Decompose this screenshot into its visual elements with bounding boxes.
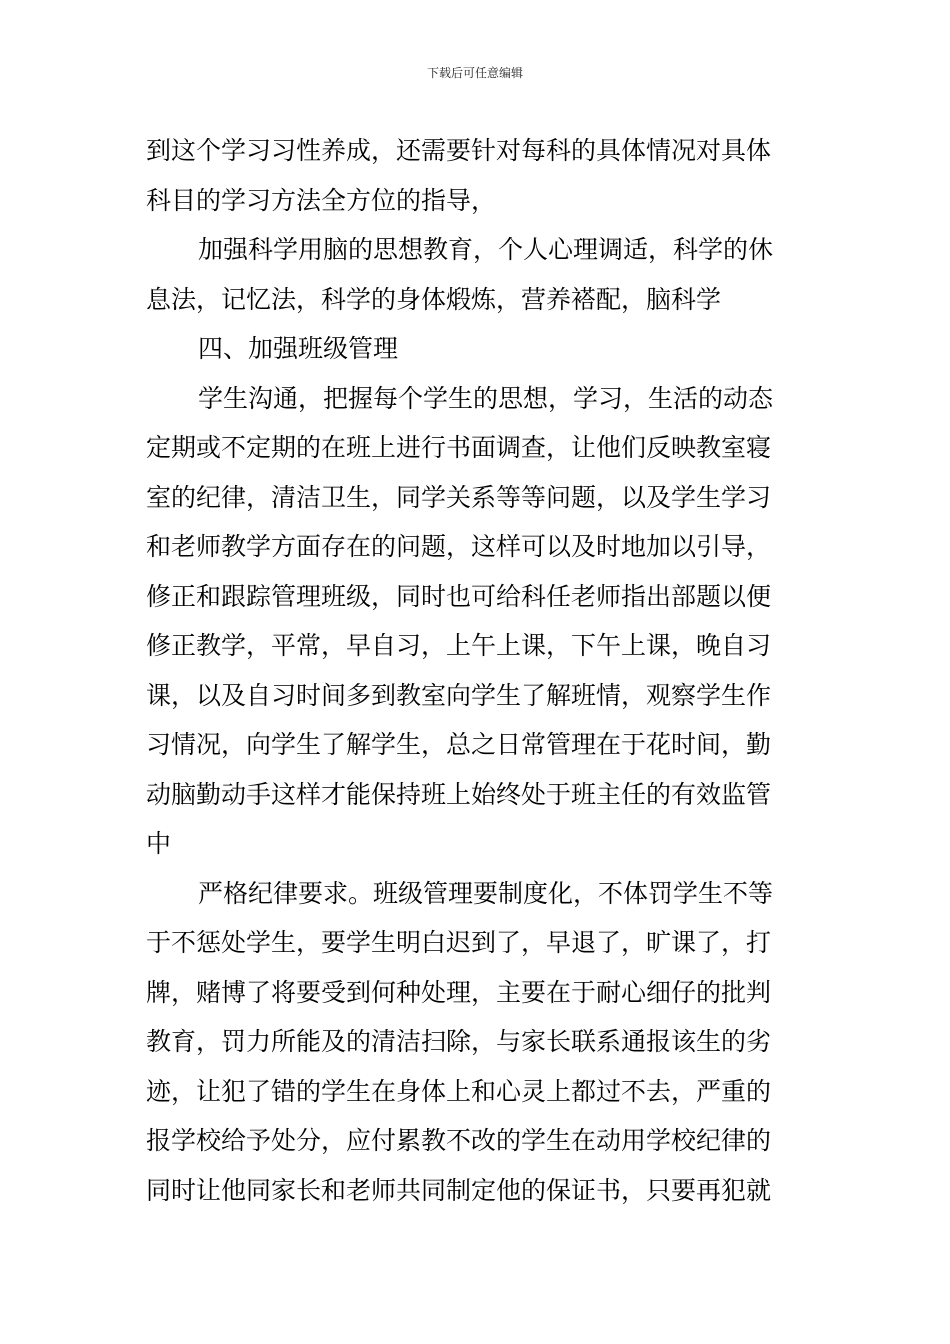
text-line: 动脑勤动手这样才能保持班上始终处于班主任的有效监管 xyxy=(146,779,772,809)
text-line: 课，以及自习时间多到教室向学生了解班情，观察学生作 xyxy=(146,680,772,710)
text-line: 牌，赌博了将要受到何种处理，主要在于耐心细仔的批判 xyxy=(146,977,772,1007)
text-line: 学生沟通，把握每个学生的思想，学习，生活的动态 xyxy=(198,383,774,413)
text-line: 于不惩处学生，要学生明白迟到了，早退了，旷课了，打 xyxy=(146,928,772,957)
text-line: 息法，记忆法，科学的身体煅炼，营养褡配，脑科学 xyxy=(146,284,722,314)
text-line: 迹，让犯了错的学生在身体上和心灵上都过不去，严重的 xyxy=(146,1076,772,1106)
text-line: 和老师教学方面存在的问题，这样可以及时地加以引导， xyxy=(146,532,772,561)
text-line: 报学校给予处分，应付累教不改的学生在动用学校纪律的 xyxy=(146,1126,772,1155)
text-line: 加强科学用脑的思想教育，个人心理调适，科学的休 xyxy=(198,235,774,264)
text-line: 定期或不定期的在班上进行书面调查，让他们反映教室寝 xyxy=(146,433,772,462)
document-body xyxy=(146,126,806,1215)
text-line: 同时让他同家长和老师共同制定他的保证书，只要再犯就 xyxy=(146,1175,772,1205)
text-line: 中 xyxy=(146,829,172,858)
text-line: 修正和跟踪管理班级，同时也可给科任老师指出部题以便 xyxy=(146,581,772,611)
text-line: 习情况，向学生了解学生，总之日常管理在于花时间，勤 xyxy=(146,730,772,759)
text-line: 室的纪律，清洁卫生，同学关系等等问题，以及学生学习 xyxy=(146,482,772,512)
text-line: 教育，罚力所能及的清洁扫除，与家长联系通报该生的劣 xyxy=(146,1027,772,1056)
text-line: 修正教学，平常，早自习，上午上课，下午上课，晚自习 xyxy=(146,631,772,660)
text-line: 科目的学习方法全方位的指导， xyxy=(146,185,497,215)
page-header-note: 下载后可任意编辑 xyxy=(426,66,523,80)
text-line: 严格纪律要求。班级管理要制度化，不体罚学生不等 xyxy=(198,878,774,908)
section-heading: 四、加强班级管理 xyxy=(198,334,399,363)
text-line: 到这个学习习性养成，还需要针对每科的具体情况对具体 xyxy=(146,136,772,165)
